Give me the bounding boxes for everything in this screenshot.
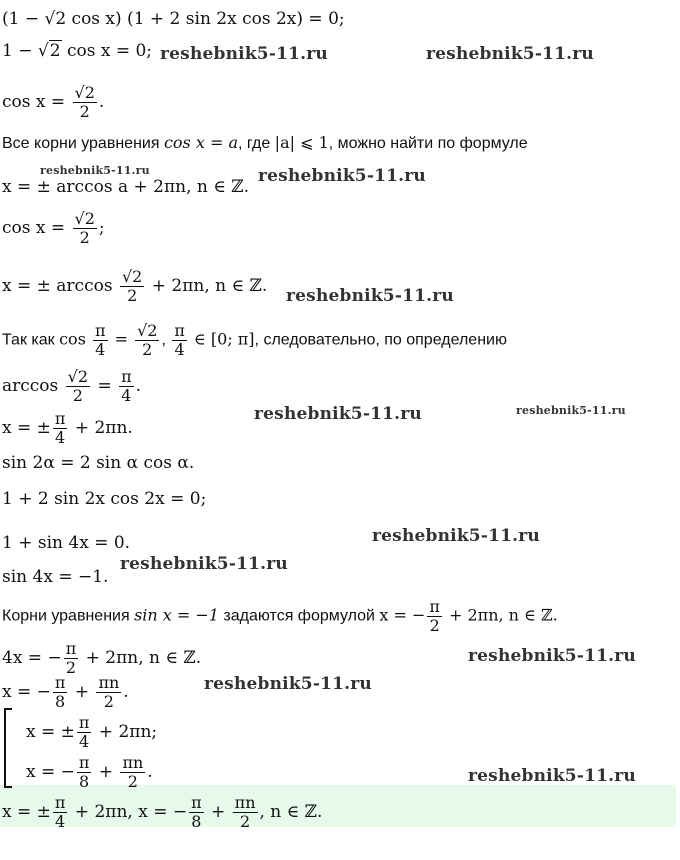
text-line-since: Так как cos $\frac{\pi}{4}$ = $\frac{√2}{2}$ , $\frac{\pi}{4}$ ∈ [0; π], следовательно, по определению xyxy=(2,321,507,359)
equation-line-6: cos x = $\frac{√2}{2}$ ; xyxy=(2,209,105,247)
equation-line-2: 1 − √2 cos x = 0; xyxy=(2,41,153,61)
equation-line-1: (1 − √2 cos x) (1 + 2 sin 2x cos 2x) = 0; xyxy=(2,9,345,29)
equation-line-14: sin 4x = −1. xyxy=(2,567,109,587)
equation-line-7: x = ± arccos $\frac{√2}{2}$ + 2πn, n ∈ ℤ. xyxy=(2,267,268,305)
system-bracket xyxy=(4,708,12,788)
watermark: reshebnik5-11.ru xyxy=(120,554,288,574)
answer-line: x = ± $\frac{\pi}{4}$ + 2πn, x = − $\frac{\pi}{8}$ + $\frac{\pi n}{2}$ , n ∈ ℤ. xyxy=(2,793,323,831)
system-line-1: x = ± $\frac{\pi}{4}$ + 2πn; xyxy=(26,713,158,751)
watermark: reshebnik5-11.ru xyxy=(286,286,454,306)
watermark: reshebnik5-11.ru xyxy=(516,404,626,417)
equation-line-13: 1 + sin 4x = 0. xyxy=(2,533,131,553)
watermark: reshebnik5-11.ru xyxy=(426,44,594,64)
watermark: reshebnik5-11.ru xyxy=(204,674,372,694)
text-line-roots: Корни уравнения sin x = −1 задаются формулой x = − $\frac{\pi}{2}$ + 2πn, n ∈ ℤ. xyxy=(2,597,558,635)
watermark: reshebnik5-11.ru xyxy=(258,166,426,186)
equation-line-5: x = ± arccos a + 2πn, n ∈ ℤ. xyxy=(2,177,250,197)
watermark: reshebnik5-11.ru xyxy=(372,526,540,546)
watermark: reshebnik5-11.ru xyxy=(40,164,150,177)
text-line-formula-intro: Все корни уравнения cos x = a, где |a| ⩽ 1, можно найти по формуле xyxy=(2,133,528,152)
equation-line-16: 4x = − $\frac{\pi}{2}$ + 2πn, n ∈ ℤ. xyxy=(2,639,202,677)
system-line-2: x = − $\frac{\pi}{8}$ + $\frac{\pi n}{2}$ . xyxy=(26,753,153,791)
equation-line-9: arccos $\frac{√2}{2}$ = $\frac{\pi}{4}$ . xyxy=(2,367,142,405)
watermark: reshebnik5-11.ru xyxy=(468,646,636,666)
watermark: reshebnik5-11.ru xyxy=(160,44,328,64)
equation-line-3: cos x = $\frac{√2}{2}$ . xyxy=(2,83,105,121)
equation-line-17: x = − $\frac{\pi}{8}$ + $\frac{\pi n}{2}$ . xyxy=(2,673,129,711)
watermark: reshebnik5-11.ru xyxy=(468,766,636,786)
equation-line-11: sin 2α = 2 sin α cos α. xyxy=(2,453,195,473)
equation-line-10: x = ± $\frac{\pi}{4}$ + 2πn. xyxy=(2,409,133,447)
equation-line-12: 1 + 2 sin 2x cos 2x = 0; xyxy=(2,489,207,509)
watermark: reshebnik5-11.ru xyxy=(254,404,422,424)
